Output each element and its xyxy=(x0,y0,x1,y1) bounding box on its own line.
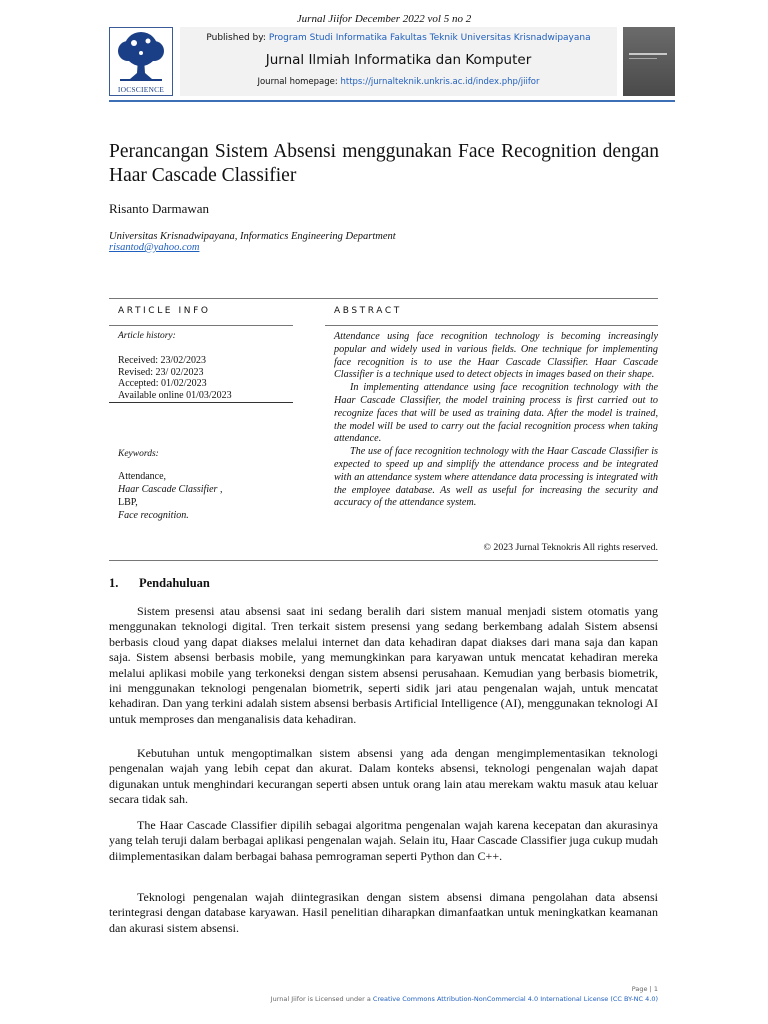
accepted-date: Accepted: 01/02/2023 xyxy=(118,378,207,390)
homepage-link[interactable]: https://jurnalteknik.unkris.ac.id/index.php/jiifor xyxy=(340,77,540,87)
license-notice xyxy=(271,995,658,1003)
body-paragraph xyxy=(109,890,658,936)
license-prefix: Jurnal Jiifor is Licensed under a xyxy=(270,995,371,1003)
logo-caption: IOCSCIENCE xyxy=(117,85,165,94)
info-left-rule xyxy=(109,325,293,326)
abstract-paragraph: Attendance using face recognition technology is becoming increasingly popular and widely used in various fields. One technique for implementing face recognition is to use the Haar Cascade Classifier. Haar Cascade Classifier is a technique used to detect objects in images based on their shape. xyxy=(334,331,658,381)
paragraph-text: Teknologi pengenalan wajah diintegrasikan dengan sistem absensi dimana pengolahan data absensi terintegrasi dengan database karyawan. Hasil penelitian diharapkan dimanfaatkan untuk meningkatkan keamanan dan akurasi sistem absensi. xyxy=(109,890,658,935)
paragraph-text: Kebutuhan untuk mengoptimalkan sistem absensi yang ada dengan mengimplementasikan teknologi pengenalan wajah yang lebih cepat dan akurat. Dalam konteks absensi, teknologi pengenalan wajah dapat digunakan untuk menghindari kecurangan seperti absen untuk orang lain atau merekam waktu masuk atau keluar secara tidak sah. xyxy=(109,746,658,807)
keywords-label: Keywords: xyxy=(118,449,159,459)
license-link[interactable]: Creative Commons Attribution-NonCommercial 4.0 International License (CC BY-NC 4.0) xyxy=(372,995,658,1003)
author-email-link[interactable]: risantod@yahoo.com xyxy=(109,242,200,253)
section-title: Pendahuluan xyxy=(139,576,210,590)
received-date: Received: 23/02/2023 xyxy=(118,355,207,366)
keyword: LBP, xyxy=(118,497,138,508)
journal-homepage xyxy=(180,77,617,87)
section-heading xyxy=(109,576,210,591)
homepage-prefix: Journal homepage: xyxy=(257,77,338,87)
abstract-rule xyxy=(325,325,658,326)
body-paragraph xyxy=(109,746,658,808)
abstract-heading: ABSTRACT xyxy=(334,306,402,316)
copyright-notice: © 2023 Jurnal Teknokris All rights reserved. xyxy=(483,542,658,553)
article-info-heading: ARTICLE INFO xyxy=(118,306,211,316)
info-top-rule xyxy=(109,298,658,299)
keyword: Face recognition. xyxy=(118,510,189,521)
keyword: Attendance, xyxy=(118,471,167,482)
abstract-body xyxy=(334,331,658,510)
article-history-label: Article history: xyxy=(118,331,176,341)
abstract-paragraph: The use of face recognition technology with the Haar Cascade Classifier is expected to speed up and simplify the attendance process and be integrated with an attendance system where attendance data processing is integrated with the employee database. As well as useful for increasing the security and accuracy of the attendance system. xyxy=(334,446,658,509)
body-paragraph xyxy=(109,818,658,864)
journal-header xyxy=(180,27,617,96)
body-paragraph xyxy=(109,604,658,727)
available-date: Available online 01/03/2023 xyxy=(118,389,232,401)
keywords-list xyxy=(118,470,222,522)
cover-title-line xyxy=(629,53,667,55)
published-prefix: Published by: xyxy=(206,33,266,43)
tree-logo-icon xyxy=(110,29,172,85)
page-number: Page | 1 xyxy=(631,985,658,993)
running-header: Jurnal Jiifor December 2022 vol 5 no 2 xyxy=(296,13,472,25)
article-history xyxy=(118,355,232,401)
paragraph-text: Sistem presensi atau absensi saat ini sedang beralih dari sistem manual menjadi sistem otomatis yang menggunakan teknologi digital. Tren terkait sistem presensi yang sedang berkembang adalah Sistem absensi berbasis cloud yang dapat diakses melalui internet dan data kehadiran dapat diakses dari mana saja dan kapan saja. Sistem absensi berbasis mobile, yang memungkinkan para karyawan untuk mencatat kehadiran mereka melalui aplikasi mobile yang terkoneksi dengan sistem absensi perusahaan. Kemudian yang berbasis biometrik, ini menggunakan teknologi pengenalan biometrik, seperti sidik jari atau pengenalan wajah, untuk mencatat kehadiran. Dan yang terkini adalah sistem absensi berbasis Artificial Intelligence (AI), menggunakan teknologi AI untuk memproses dan menganalisis data kehadiran. xyxy=(109,604,658,726)
keyword: Haar Cascade Classifier , xyxy=(118,484,223,495)
section-number: 1. xyxy=(109,576,119,590)
paragraph-text: The Haar Cascade Classifier dipilih sebagai algoritma pengenalan wajah karena kecepatan dan akurasinya yang telah teruji dalam berbagai aplikasi pengenalan wajah. Selain itu, Haar Cascade Classifier juga cukup mudah diimplementasikan dalam berbagai bahasa pemrograman seperti Python dan C++. xyxy=(109,818,658,863)
publisher-logo xyxy=(109,27,173,96)
revised-date: Revised: 23/ 02/2023 xyxy=(118,366,204,378)
journal-cover-thumbnail xyxy=(623,27,675,96)
paper-title: Perancangan Sistem Absensi menggunakan Face Recognition dengan Haar Cascade Classifier xyxy=(109,141,659,186)
history-bottom-rule xyxy=(109,402,293,403)
info-bottom-rule xyxy=(109,560,658,561)
journal-name: Jurnal Ilmiah Informatika dan Komputer xyxy=(265,52,532,68)
publisher-link[interactable]: Program Studi Informatika Fakultas Teknik Universitas Krisnadwipayana xyxy=(268,33,591,43)
cover-subtitle-line xyxy=(629,58,657,59)
header-divider xyxy=(109,100,675,102)
abstract-paragraph: In implementing attendance using face recognition technology with the Haar Cascade Classifier, the model training process is first carried out to recognize faces that will be used as training data. After the model is trained, the model will be used to carry out the facial recognition process when taking attendance. xyxy=(334,382,658,445)
author-affiliation: Universitas Krisnadwipayana, Informatics Engineering Department xyxy=(109,231,396,242)
author-name: Risanto Darmawan xyxy=(109,201,210,216)
published-by xyxy=(180,33,617,43)
